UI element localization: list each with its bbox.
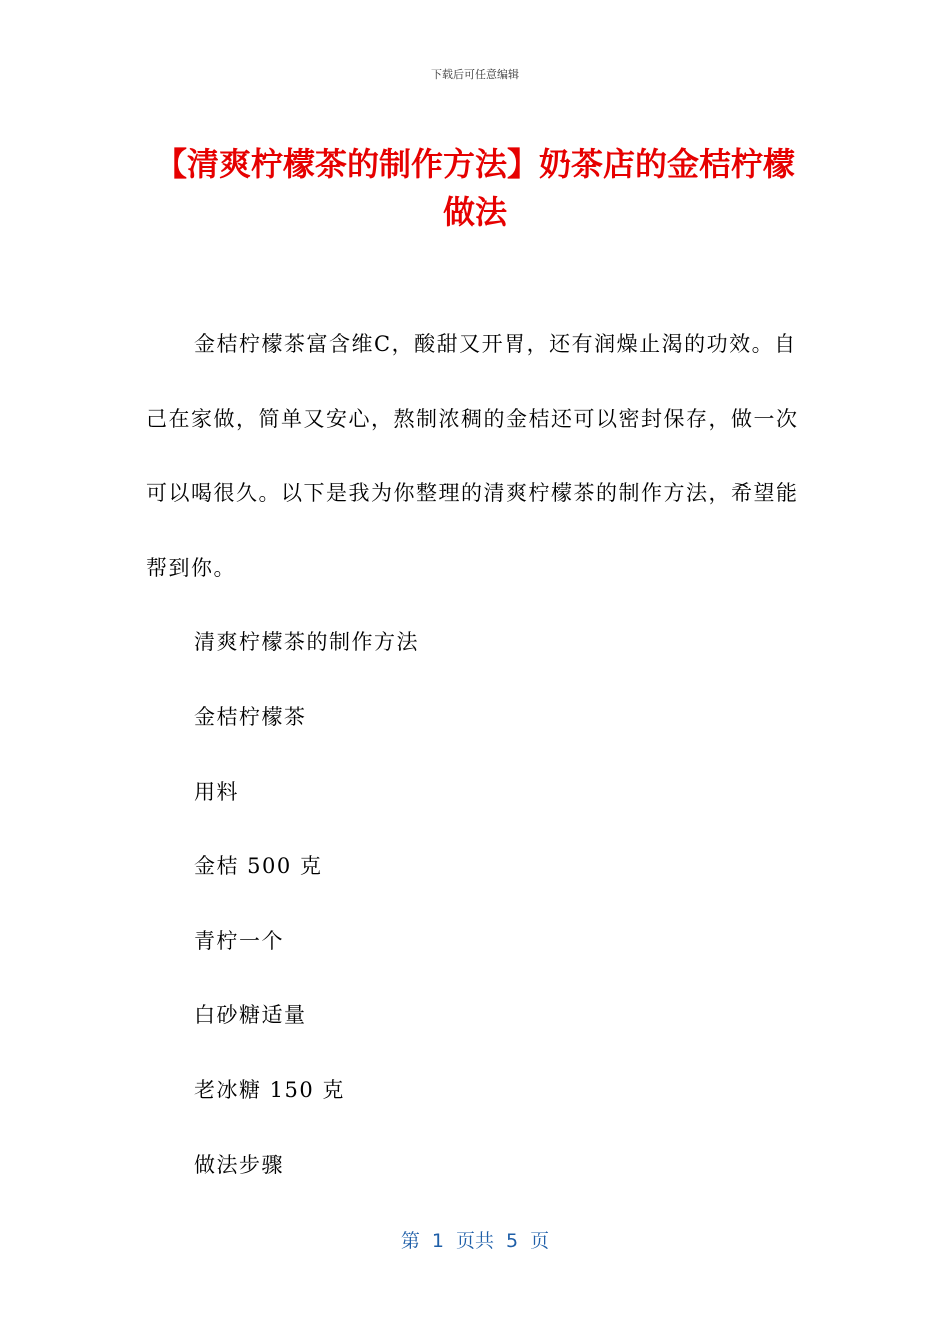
- ingredient-item: 青柠一个: [194, 928, 284, 953]
- intro-paragraph: 金桔柠檬茶富含维C，酸甜又开胃，还有润燥止渴的功效。自己在家做，简单又安心，熬制浓稠的金桔还可以密封保存，做一次可以喝很久。以下是我为你整理的清爽柠檬茶的制作方法，希望能帮到你。: [146, 332, 799, 580]
- recipe-name: 金桔柠檬茶: [194, 704, 307, 729]
- ingredient-item: 白砂糖适量: [194, 1003, 307, 1028]
- document-title: 【清爽柠檬茶的制作方法】奶茶店的金桔柠檬做法: [154, 145, 795, 231]
- header-note: 下载后可任意编辑: [431, 68, 519, 81]
- document-body: [146, 307, 814, 1202]
- page-footer: 第 1 页共 5 页: [400, 1230, 550, 1252]
- ingredients-heading: 用料: [194, 779, 239, 804]
- steps-heading: 做法步骤: [194, 1152, 284, 1177]
- ingredient-item: 金桔 500 克: [194, 854, 323, 879]
- ingredient-item: 老冰糖 150 克: [194, 1077, 345, 1102]
- section-heading: 清爽柠檬茶的制作方法: [194, 630, 419, 655]
